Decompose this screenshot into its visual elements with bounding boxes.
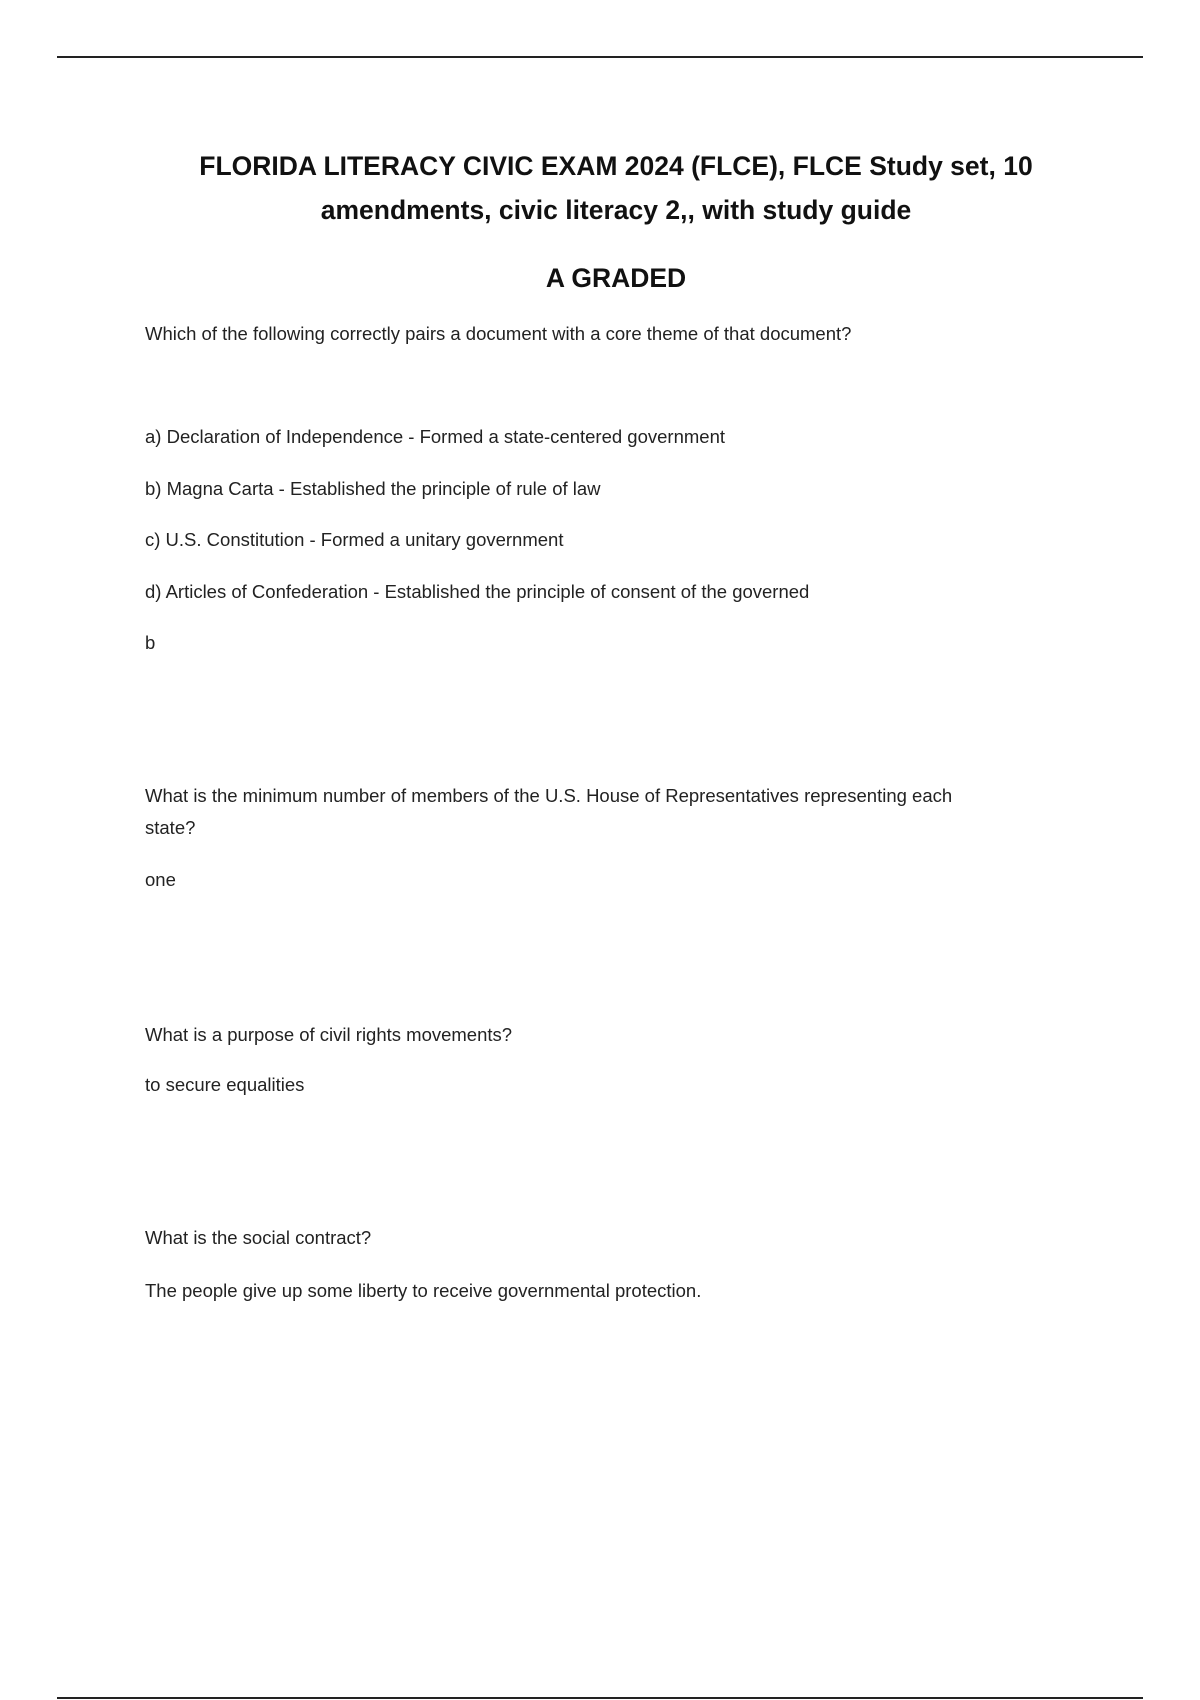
question-1-text: Which of the following correctly pairs a document with a core theme of that document? [145,323,852,344]
question-2-answer: one [145,869,176,890]
question-1-answer: b [145,632,156,653]
bottom-rule [57,1697,1143,1699]
question-4-answer: The people give up some liberty to receive governmental protection. [145,1280,702,1301]
document-title [0,144,1200,232]
question-1-option-d: d) Articles of Confederation - Established the principle of consent of the governed [145,581,810,602]
title-line-2: amendments, civic literacy 2,, with study guide [320,195,912,225]
question-1-option-c: c) U.S. Constitution - Formed a unitary government [145,529,564,550]
question-2-line-1: What is the minimum number of members of the U.S. House of Representatives representing each [145,785,953,806]
title-line-1: FLORIDA LITERACY CIVIC EXAM 2024 (FLCE), FLCE Study set, 10 [199,151,1033,181]
question-1-option-a: a) Declaration of Independence - Formed a state-centered government [145,426,725,447]
question-4-text: What is the social contract? [145,1227,372,1248]
question-3-text: What is a purpose of civil rights movements? [145,1024,513,1045]
document-subtitle: A GRADED [545,263,687,293]
question-3-answer: to secure equalities [145,1074,305,1095]
question-2-text [145,780,1045,844]
question-1-option-b: b) Magna Carta - Established the principle of rule of law [145,478,601,499]
top-rule [57,56,1143,58]
question-2-line-2: state? [145,817,196,838]
